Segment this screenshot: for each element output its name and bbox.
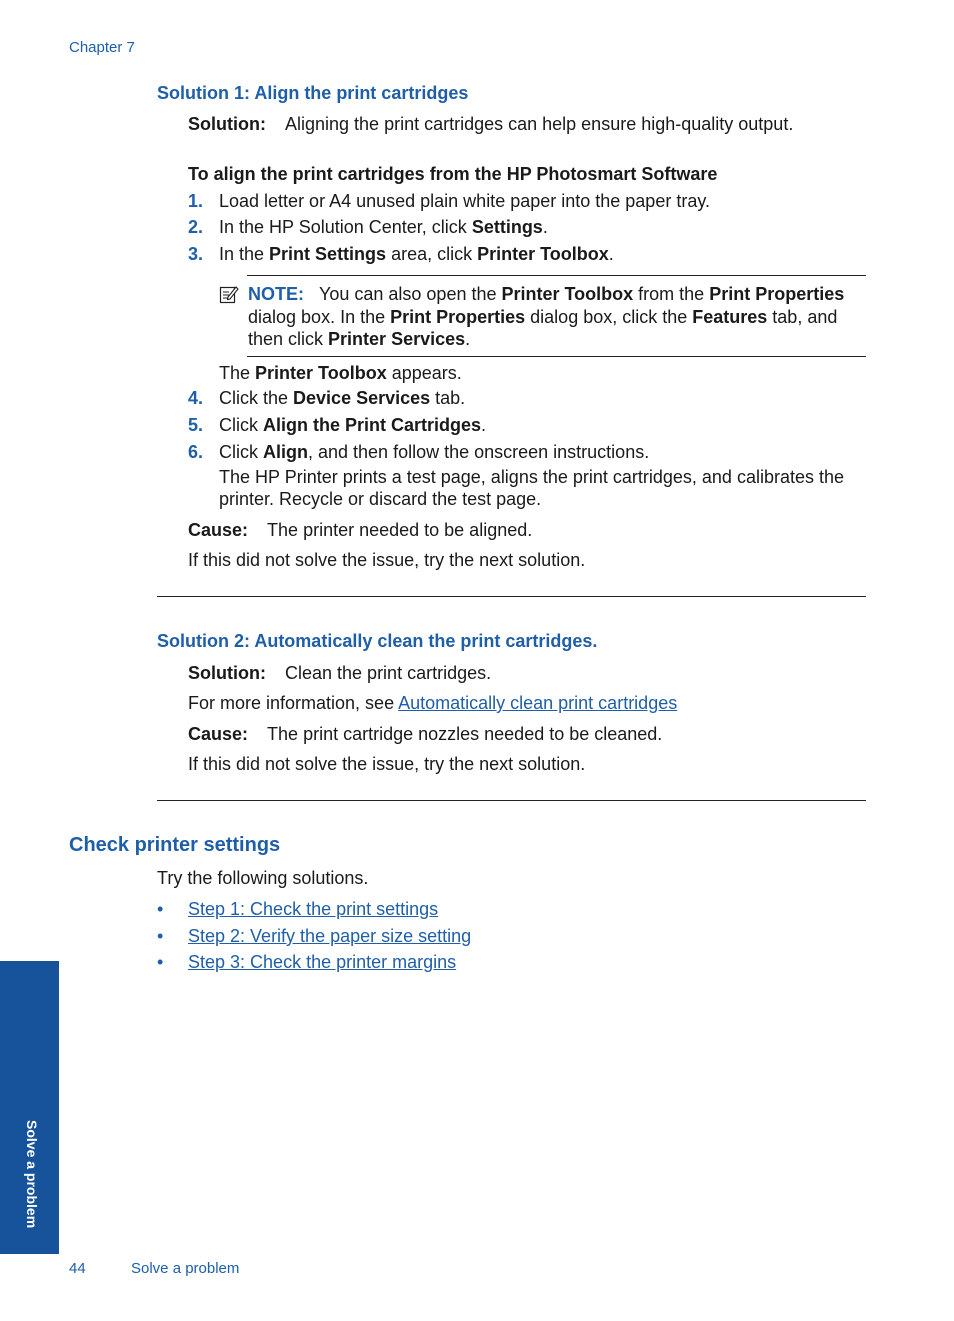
- step-bold: Align: [263, 442, 308, 462]
- cause-text: The print cartridge nozzles needed to be cleaned.: [267, 724, 663, 744]
- step-text-part: Click the: [219, 388, 294, 408]
- step-number: 3.: [188, 244, 204, 264]
- note-line-2: [248, 306, 837, 328]
- step-text-part: .: [608, 244, 614, 264]
- step-number: 6.: [188, 442, 204, 462]
- solution1-next: If this did not solve the issue, try the next solution.: [188, 550, 586, 570]
- step-text-part: Click: [219, 442, 263, 462]
- note-bold: Features: [692, 307, 768, 327]
- step3-link[interactable]: Step 3: Check the printer margins: [188, 952, 457, 972]
- step-bold: Print Settings: [269, 244, 387, 264]
- note-top-rule: [247, 275, 866, 276]
- step-text-part: tab.: [430, 388, 466, 408]
- step-text-part: .: [542, 217, 548, 237]
- note-text: then click: [248, 329, 329, 349]
- check-settings-title: Check printer settings: [69, 834, 281, 856]
- note-text: dialog box. In the: [248, 307, 391, 327]
- step-text: [219, 414, 486, 436]
- solution1-solution: [188, 113, 793, 135]
- procedure-title: To align the print cartridges from the HP Photosmart Software: [188, 164, 718, 184]
- footer-section: Solve a problem: [131, 1260, 240, 1277]
- text-part: The: [219, 363, 256, 383]
- note-label: NOTE:: [248, 284, 304, 304]
- step-text: Load letter or A4 unused plain white paper into the paper tray.: [219, 191, 710, 211]
- bullet: •: [157, 952, 164, 972]
- note-text: from the: [633, 284, 710, 304]
- note-bold: Printer Services: [328, 329, 466, 349]
- cause-label: Cause:: [188, 520, 249, 540]
- step1-link[interactable]: Step 1: Check the print settings: [188, 899, 439, 919]
- solution-text: Aligning the print cartridges can help ensure high-quality output.: [285, 114, 794, 134]
- check-intro: Try the following solutions.: [157, 868, 369, 888]
- solution2-cause: [188, 723, 662, 745]
- solution-label: Solution:: [188, 114, 266, 134]
- step-text-part: In the: [219, 244, 270, 264]
- note-bottom-rule: [247, 356, 866, 357]
- chapter-label: Chapter 7: [69, 39, 135, 56]
- step-text: [219, 387, 465, 409]
- solution2-title: Solution 2: Automatically clean the print cartridges.: [157, 631, 598, 651]
- toolbox-appears: [219, 362, 462, 384]
- page-number: 44: [69, 1260, 86, 1277]
- step-number: 5.: [188, 415, 204, 435]
- step-text-part: In the HP Solution Center, click: [219, 217, 472, 237]
- solution1-title: Solution 1: Align the print cartridges: [157, 83, 469, 103]
- step6-detail-2: printer. Recycle or discard the test page.: [219, 489, 542, 509]
- note-text: .: [465, 329, 471, 349]
- step-number: 4.: [188, 388, 204, 408]
- step-bold: Device Services: [293, 388, 431, 408]
- step-text: [219, 441, 649, 463]
- solution1-cause: [188, 519, 532, 541]
- note-bold: Print Properties: [709, 284, 845, 304]
- solution2-next: If this did not solve the issue, try the next solution.: [188, 754, 586, 774]
- solution2-solution: [188, 662, 491, 684]
- side-tab-label: Solve a problem: [24, 1120, 40, 1229]
- cause-text: The printer needed to be aligned.: [267, 520, 533, 540]
- text-bold: Printer Toolbox: [255, 363, 387, 383]
- text-part: appears.: [386, 363, 462, 383]
- cause-label: Cause:: [188, 724, 249, 744]
- step-text-part: area, click: [386, 244, 478, 264]
- note-text: dialog box, click the: [525, 307, 693, 327]
- step-text: [219, 243, 614, 265]
- more-info: [188, 692, 677, 714]
- note-bold: Print Properties: [390, 307, 526, 327]
- section-divider: [157, 800, 866, 801]
- step2-link[interactable]: Step 2: Verify the paper size setting: [188, 926, 472, 946]
- auto-clean-link[interactable]: Automatically clean print cartridges: [398, 693, 678, 713]
- step-number: 1.: [188, 191, 204, 211]
- solution-label: Solution:: [188, 663, 266, 683]
- section-divider: [157, 596, 866, 597]
- step-text-part: , and then follow the onscreen instructions.: [308, 442, 650, 462]
- note-line-1: [248, 283, 844, 305]
- note-bold: Printer Toolbox: [501, 284, 634, 304]
- step-bold: Printer Toolbox: [477, 244, 609, 264]
- solution-text: Clean the print cartridges.: [285, 663, 492, 683]
- bullet: •: [157, 899, 164, 919]
- step-text-part: .: [481, 415, 487, 435]
- step-bold: Settings: [471, 217, 543, 237]
- note-icon: [219, 284, 239, 304]
- step6-detail-1: The HP Printer prints a test page, aligns the print cartridges, and calibrates the: [219, 467, 844, 487]
- step-number: 2.: [188, 217, 204, 237]
- note-text: You can also open the: [319, 284, 502, 304]
- step-text: [219, 216, 548, 238]
- more-info-text: For more information, see: [188, 693, 399, 713]
- step-text-part: Click: [219, 415, 263, 435]
- step-bold: Align the Print Cartridges: [263, 415, 482, 435]
- note-line-3: [248, 328, 470, 350]
- bullet: •: [157, 926, 164, 946]
- note-text: tab, and: [767, 307, 838, 327]
